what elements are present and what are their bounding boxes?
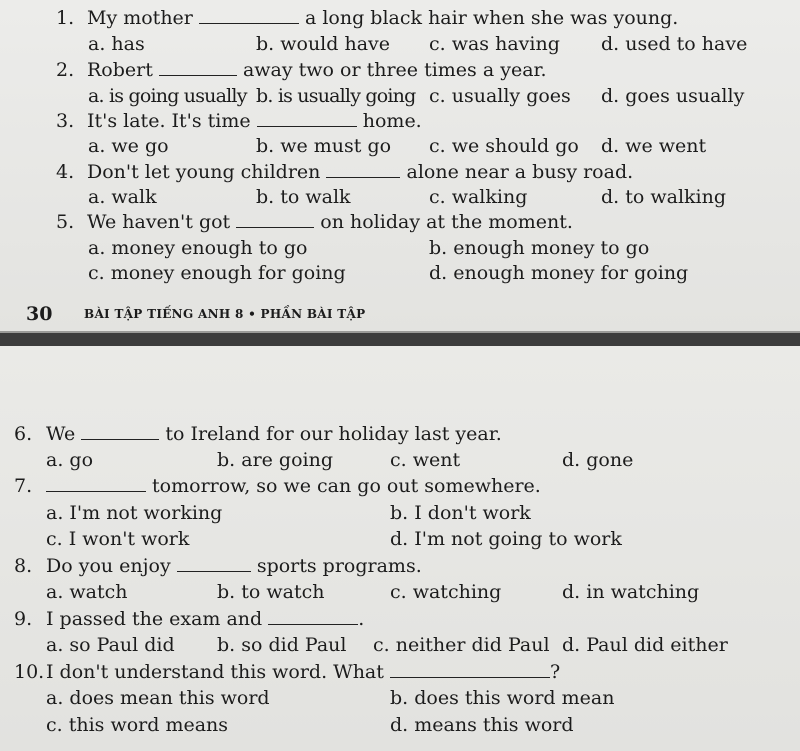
option-c[interactable]: c. money enough for going: [88, 262, 346, 284]
bottom-page: [0, 346, 800, 751]
question-number: 10.: [14, 661, 45, 683]
option-c[interactable]: c. was having: [429, 33, 560, 55]
option-a[interactable]: a. I'm not working: [46, 502, 223, 524]
question-number: 8.: [14, 555, 33, 577]
question-number: 9.: [14, 608, 33, 630]
page-number: 30: [26, 303, 53, 325]
option-c[interactable]: c. watching: [390, 581, 502, 603]
option-d[interactable]: d. gone: [562, 449, 634, 471]
question-stem: We to Ireland for our holiday last year.: [46, 423, 502, 445]
question-stem: Robert away two or three times a year.: [87, 59, 547, 81]
option-d[interactable]: d. in watching: [562, 581, 700, 603]
question-number: 6.: [14, 423, 33, 445]
option-c[interactable]: c. this word means: [46, 714, 229, 736]
option-b[interactable]: b. enough money to go: [429, 237, 650, 259]
question-number: 5.: [56, 211, 75, 233]
answer-blank[interactable]: [326, 162, 400, 178]
option-d[interactable]: d. Paul did either: [562, 634, 728, 656]
question-stem: I passed the exam and .: [46, 608, 365, 630]
option-c[interactable]: c. neither did Paul: [373, 634, 550, 656]
option-d[interactable]: d. goes usually: [601, 85, 745, 107]
option-c[interactable]: c. usually goes: [429, 85, 571, 107]
option-d[interactable]: d. to walking: [601, 186, 727, 208]
option-d[interactable]: d. used to have: [601, 33, 748, 55]
page-footer: [26, 303, 366, 325]
option-b[interactable]: b. so did Paul: [217, 634, 347, 656]
answer-blank[interactable]: [236, 212, 314, 228]
option-b[interactable]: b. to walk: [256, 186, 351, 208]
option-b[interactable]: b. is usually going: [256, 85, 416, 107]
question-number: 7.: [14, 475, 33, 497]
option-b[interactable]: b. to watch: [217, 581, 325, 603]
answer-blank[interactable]: [268, 609, 358, 625]
question-number: 3.: [56, 110, 75, 132]
question-stem: My mother a long black hair when she was young.: [87, 7, 679, 29]
answer-blank[interactable]: [46, 476, 146, 492]
option-a[interactable]: a. is going usually: [88, 85, 247, 107]
question-number: 1.: [56, 7, 75, 29]
question-number: 2.: [56, 59, 75, 81]
answer-blank[interactable]: [390, 662, 550, 678]
answer-blank[interactable]: [159, 60, 237, 76]
option-b[interactable]: b. does this word mean: [390, 687, 615, 709]
option-a[interactable]: a. walk: [88, 186, 157, 208]
answer-blank[interactable]: [81, 424, 159, 440]
answer-blank[interactable]: [177, 556, 251, 572]
option-a[interactable]: a. watch: [46, 581, 128, 603]
option-d[interactable]: d. enough money for going: [429, 262, 689, 284]
answer-blank[interactable]: [199, 8, 299, 24]
option-c[interactable]: c. I won't work: [46, 528, 190, 550]
option-a[interactable]: a. we go: [88, 135, 169, 157]
option-c[interactable]: c. walking: [429, 186, 528, 208]
option-d[interactable]: d. we went: [601, 135, 707, 157]
option-a[interactable]: a. has: [88, 33, 145, 55]
question-stem: Don't let young children alone near a busy road.: [87, 161, 634, 183]
question-stem: I don't understand this word. What ?: [46, 661, 561, 683]
answer-blank[interactable]: [257, 111, 357, 127]
option-b[interactable]: b. are going: [217, 449, 334, 471]
option-d[interactable]: d. means this word: [390, 714, 574, 736]
option-d[interactable]: d. I'm not going to work: [390, 528, 622, 550]
option-c[interactable]: c. we should go: [429, 135, 579, 157]
book-title: BÀI TẬP TIẾNG ANH 8 • PHẦN BÀI TẬP: [84, 307, 366, 321]
question-stem: We haven't got on holiday at the moment.: [87, 211, 573, 233]
option-a[interactable]: a. does mean this word: [46, 687, 270, 709]
top-page: [0, 0, 800, 333]
option-c[interactable]: c. went: [390, 449, 461, 471]
option-b[interactable]: b. would have: [256, 33, 391, 55]
page-divider: [0, 333, 800, 346]
option-a[interactable]: a. so Paul did: [46, 634, 175, 656]
question-stem: It's late. It's time home.: [87, 110, 422, 132]
question-stem: tomorrow, so we can go out somewhere.: [46, 474, 541, 498]
question-stem: Do you enjoy sports programs.: [46, 555, 422, 577]
option-b[interactable]: b. we must go: [256, 135, 392, 157]
question-number: 4.: [56, 161, 75, 183]
option-b[interactable]: b. I don't work: [390, 502, 531, 524]
option-a[interactable]: a. go: [46, 449, 94, 471]
option-a[interactable]: a. money enough to go: [88, 237, 308, 259]
